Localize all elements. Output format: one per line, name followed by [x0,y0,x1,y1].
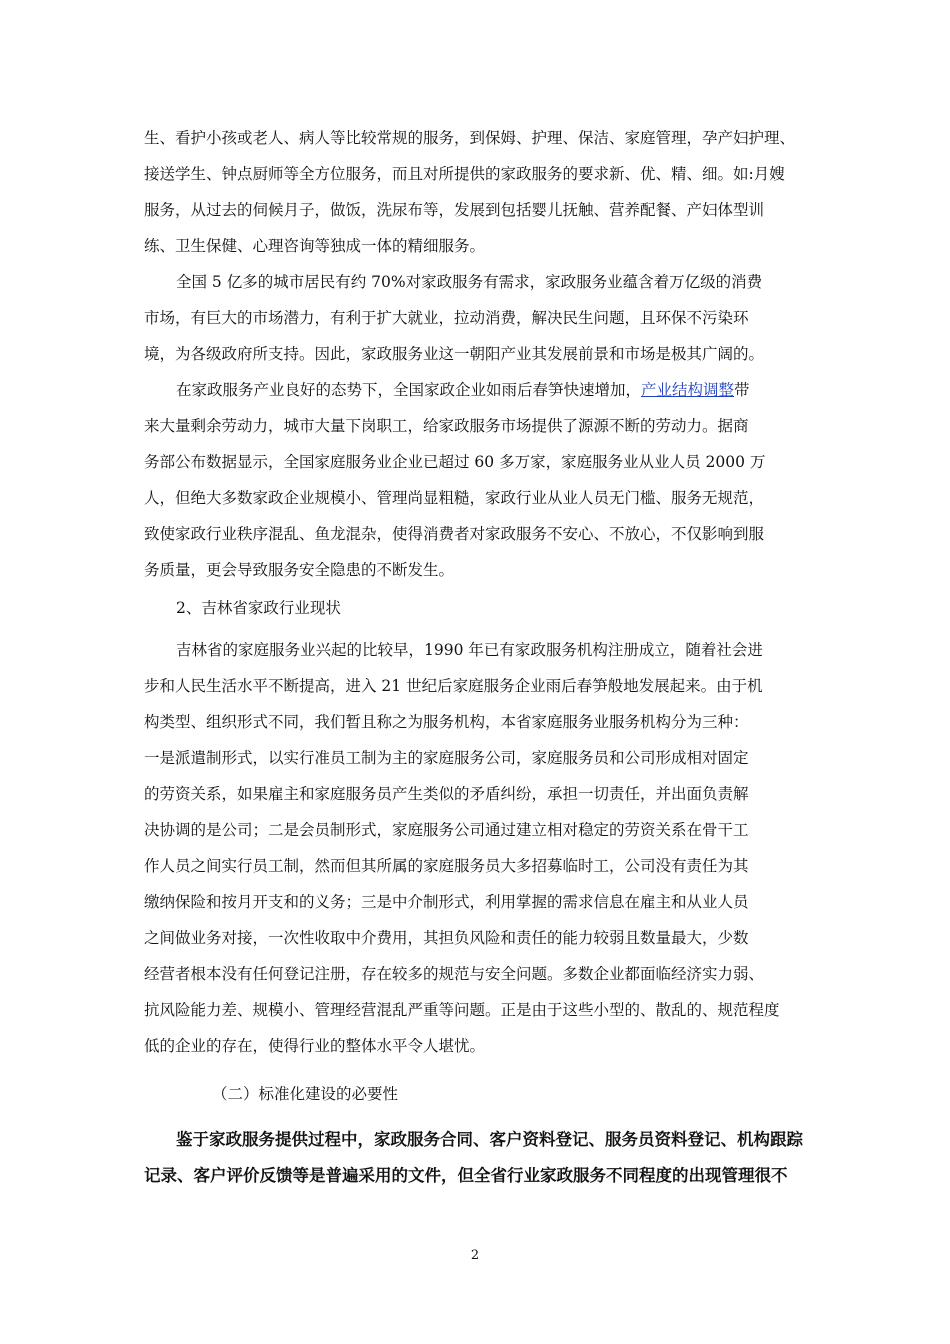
text-line: 吉林省的家庭服务业兴起的比较早，1990 年已有家政服务机构注册成立，随着社会进 [176,641,763,659]
paragraph-necessity [144,1122,812,1194]
text-line: 服务，从过去的伺候月子，做饭，洗尿布等，发展到包括婴儿抚触、营养配餐、产妇体型训 [144,201,765,219]
text-line: 记录、客户评价反馈等是普遍采用的文件，但全省行业家政服务不同程度的出现管理很不 [144,1167,788,1185]
text-line: 境，为各级政府所支持。因此，家政服务业这一朝阳产业其发展前景和市场是极其广阔的。 [144,345,765,363]
paragraph-market-demand [144,264,808,372]
text-line: 务部公布数据显示，全国家庭服务业企业已超过 60 多万家，家庭服务业从业人员 2000 万 [144,453,766,471]
text-fragment: 在家政服务产业良好的态势下，全国家政企业如雨后春笋快速增加， [176,381,642,399]
text-line: 务质量，更会导致服务安全隐患的不断发生。 [144,561,455,579]
text-line: 接送学生、钟点厨师等全方位服务，而且对所提供的家政服务的要求新、优、精、细。如:月嫂 [144,165,785,183]
text-line: 经营者根本没有任何登记注册，存在较多的规范与安全问题。多数企业都面临经济实力弱、 [144,965,765,983]
text-line: 生、看护小孩或老人、病人等比较常规的服务，到保姆、护理、保洁、家庭管理，孕产妇护理、 [144,129,796,147]
text-line: 构类型、组织形式不同，我们暂且称之为服务机构，本省家庭服务业服务机构分为三种： [144,713,749,731]
page-number: 2 [470,1248,480,1263]
section-heading-necessity: （二）标准化建设的必要性 [212,1085,399,1103]
text-line [144,372,808,408]
text-line: 人，但绝大多数家政企业规模小、管理尚显粗糙，家政行业从业人员无门槛、服务无规范， [144,489,765,507]
text-line: 步和人民生活水平不断提高，进入 21 世纪后家庭服务企业雨后春笋般地发展起来。由于机 [144,677,763,695]
text-line: 来大量剩余劳动力，城市大量下岗职工，给家政服务市场提供了源源不断的劳动力。据商 [144,417,749,435]
text-line: 市场，有巨大的市场潜力，有利于扩大就业，拉动消费，解决民生问题，且环保不污染环 [144,309,749,327]
text-line: 抗风险能力差、规模小、管理经营混乱严重等问题。正是由于这些小型的、散乱的、规范程度 [144,1001,780,1019]
text-line: 练、卫生保健、心理咨询等独成一体的精细服务。 [144,237,486,255]
text-line: 作人员之间实行员工制，然而但其所属的家庭服务员大多招募临时工，公司没有责任为其 [144,857,749,875]
section-heading-jilin: 2、吉林省家政行业现状 [176,599,341,617]
text-line: 鉴于家政服务提供过程中，家政服务合同、客户资料登记、服务员资料登记、机构跟踪 [176,1131,803,1149]
text-line: 低的企业的存在，使得行业的整体水平令人堪忧。 [144,1037,486,1055]
text-line: 的劳资关系，如果雇主和家庭服务员产生类似的矛盾纠纷，承担一切责任，并出面负责解 [144,785,749,803]
text-line: 致使家政行业秩序混乱、鱼龙混杂，使得消费者对家政服务不安心、不放心，不仅影响到服 [144,525,765,543]
text-fragment: 带 [734,381,750,399]
text-line: 一是派遣制形式，以实行准员工制为主的家庭服务公司，家庭服务员和公司形成相对固定 [144,749,749,767]
paragraph-service-types [144,120,808,264]
text-line: 决协调的是公司；二是会员制形式，家庭服务公司通过建立相对稳定的劳资关系在骨干工 [144,821,749,839]
text-line: 缴纳保险和按月开支和的义务；三是中介制形式，利用掌握的需求信息在雇主和从业人员 [144,893,749,911]
text-line: 全国 5 亿多的城市居民有约 70%对家政服务有需求，家政服务业蕴含着万亿级的消费 [176,273,763,291]
paragraph-jilin-status [144,632,808,1064]
paragraph-industry-growth [144,372,808,588]
text-line: 之间做业务对接，一次性收取中介费用，其担负风险和责任的能力较弱且数量最大，少数 [144,929,749,947]
industry-structure-link[interactable]: 产业结构调整 [641,381,735,399]
